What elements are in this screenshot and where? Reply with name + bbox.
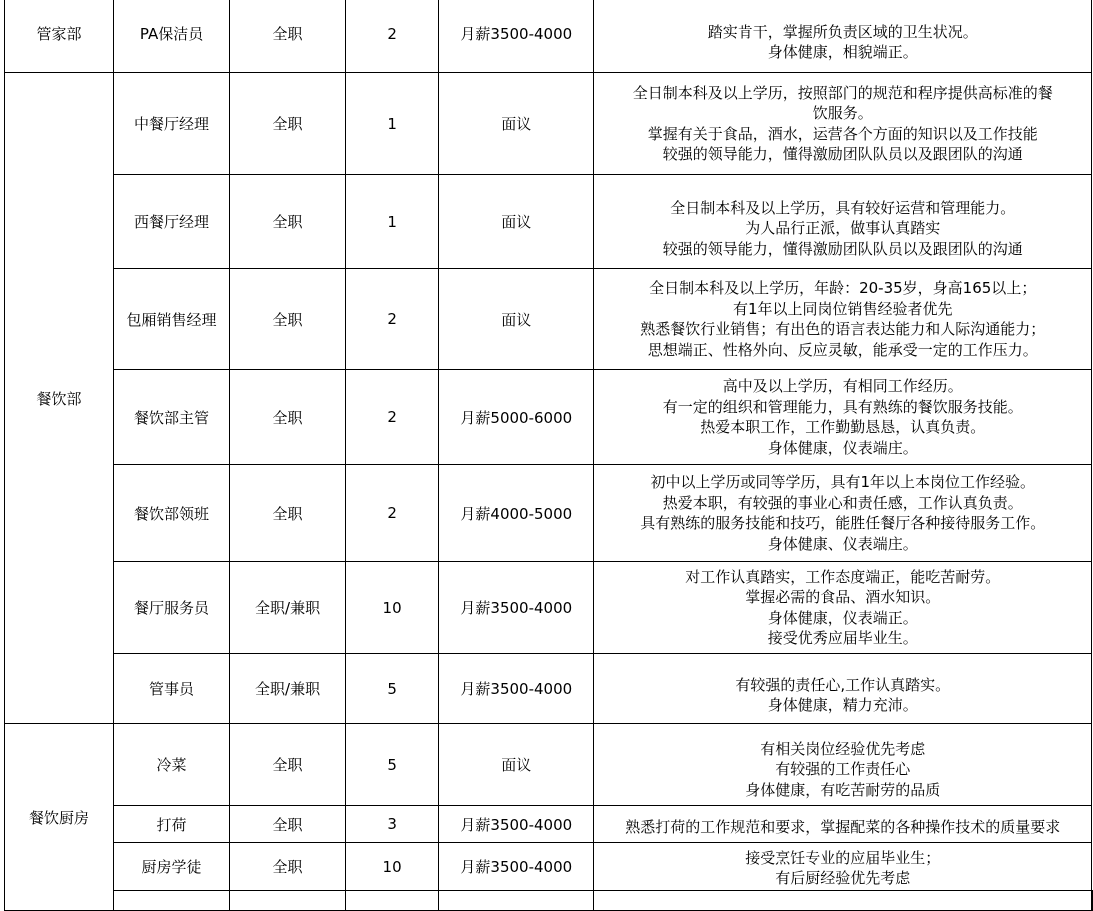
requirement-line: 身体健康，相貌端正。 bbox=[767, 43, 918, 61]
salary-cell: 月薪3500-4000 bbox=[439, 654, 594, 724]
requirement-line: 全日制本科及以上学历，具有较好运营和管理能力。 bbox=[670, 198, 1016, 217]
requirement-line: 热爱本职，有较强的事业心和责任感，工作认真负责。 bbox=[662, 493, 1023, 512]
table-row bbox=[5, 843, 1093, 891]
salary-cell: 面议 bbox=[439, 175, 594, 269]
salary-cell: 面议 bbox=[439, 269, 594, 370]
requirement-line: 有较强的工作责任心 bbox=[775, 760, 911, 779]
salary-cell: 月薪3500-4000 bbox=[439, 806, 594, 843]
requirement-line: 为人品行正派，做事认真踏实 bbox=[745, 219, 941, 238]
headcount-cell: 2 bbox=[346, 269, 439, 370]
requirements-cell bbox=[594, 843, 1092, 891]
table-row bbox=[5, 806, 1093, 843]
salary-cell: 月薪3500-4000 bbox=[439, 562, 594, 654]
salary-cell: 月薪5000-6000 bbox=[439, 370, 594, 465]
requirement-line: 对工作认真踏实，工作态度端正，能吃苦耐劳。 bbox=[685, 567, 1001, 586]
table-row bbox=[5, 465, 1093, 562]
requirement-line: 身体健康，仪表端正。 bbox=[767, 608, 918, 627]
requirement-line: 全日制本科及以上学历，年龄：20-35岁，身高165以上； bbox=[649, 279, 1037, 297]
employment-type-cell: 全职 bbox=[230, 465, 346, 562]
requirement-line: 有相关岗位经验优先考虑 bbox=[760, 739, 926, 758]
requirement-line: 身体健康，精力充沛。 bbox=[767, 696, 918, 714]
employment-type-cell: 全职 bbox=[230, 724, 346, 806]
headcount-cell: 3 bbox=[346, 806, 439, 843]
position-cell: 餐饮部领班 bbox=[114, 465, 230, 562]
requirement-line: 掌握必需的食品、酒水知识。 bbox=[745, 588, 941, 606]
requirement-line: 熟悉打荷的工作规范和要求，掌握配菜的各种操作技术的质量要求 bbox=[625, 818, 1061, 837]
salary-cell: 月薪3500-4000 bbox=[439, 843, 594, 891]
requirement-line: 较强的领导能力，懂得激励团队队员以及跟团队的沟通 bbox=[662, 145, 1023, 163]
position-cell: 西餐厅经理 bbox=[114, 175, 230, 269]
employment-type-cell: 全职 bbox=[230, 843, 346, 891]
position-cell: 管事员 bbox=[114, 654, 230, 724]
requirement-line: 踏实肯干，掌握所负责区域的卫生状况。 bbox=[707, 22, 978, 41]
job-table bbox=[4, 0, 1093, 911]
salary-cell: 面议 bbox=[439, 724, 594, 806]
requirements-cell bbox=[594, 724, 1092, 806]
requirements-cell bbox=[594, 175, 1092, 269]
requirement-line: 身体健康，有吃苦耐劳的品质 bbox=[745, 780, 941, 799]
requirements-cell bbox=[594, 370, 1092, 465]
department-cell: 管家部 bbox=[5, 0, 114, 73]
requirement-line: 掌握有关于食品，酒水，运营各个方面的知识以及工作技能 bbox=[647, 124, 1038, 143]
requirement-line: 有一定的组织和管理能力，具有熟练的餐饮服务技能。 bbox=[662, 397, 1023, 416]
table-row bbox=[5, 175, 1093, 269]
headcount-cell: 1 bbox=[346, 175, 439, 269]
table-row bbox=[5, 73, 1093, 175]
requirement-line: 接受优秀应届毕业生。 bbox=[767, 629, 918, 647]
requirement-line: 身体健康、仪表端庄。 bbox=[767, 534, 918, 553]
position-cell: 冷菜 bbox=[114, 724, 230, 806]
employment-type-cell: 全职 bbox=[230, 370, 346, 465]
employment-type-cell: 全职 bbox=[230, 73, 346, 175]
requirement-line: 接受烹饪专业的应届毕业生； bbox=[745, 848, 941, 867]
table-row bbox=[5, 724, 1093, 806]
requirement-line: 有较强的责任心,工作认真踏实。 bbox=[735, 675, 951, 694]
table-row bbox=[5, 562, 1093, 654]
headcount-cell: 5 bbox=[346, 654, 439, 724]
headcount-cell: 10 bbox=[346, 562, 439, 654]
employment-type-cell: 全职 bbox=[230, 175, 346, 269]
table-row bbox=[5, 654, 1093, 724]
employment-type-cell: 全职 bbox=[230, 806, 346, 843]
requirement-line: 思想端正、性格外向、反应灵敏，能承受一定的工作压力。 bbox=[647, 340, 1038, 359]
requirements-cell bbox=[594, 269, 1092, 370]
requirements-cell bbox=[594, 465, 1092, 562]
position-cell: 餐厅服务员 bbox=[114, 562, 230, 654]
requirement-line: 热爱本职工作，工作勤勤恳恳，认真负责。 bbox=[700, 418, 986, 436]
requirement-line: 有后厨经验优先考虑 bbox=[775, 869, 911, 887]
salary-cell: 月薪3500-4000 bbox=[439, 0, 594, 73]
position-cell: PA保洁员 bbox=[114, 0, 230, 73]
requirement-line: 身体健康，仪表端庄。 bbox=[767, 438, 918, 457]
table-row bbox=[5, 0, 1093, 73]
requirements-cell bbox=[594, 654, 1092, 724]
requirement-line: 饮服务。 bbox=[812, 104, 873, 122]
headcount-cell: 2 bbox=[346, 0, 439, 73]
position-cell: 餐饮部主管 bbox=[114, 370, 230, 465]
requirement-line: 初中以上学历或同等学历，具有1年以上本岗位工作经验。 bbox=[650, 473, 1035, 491]
table-row bbox=[5, 269, 1093, 370]
headcount-cell: 1 bbox=[346, 73, 439, 175]
headcount-cell: 2 bbox=[346, 370, 439, 465]
requirements-cell bbox=[594, 806, 1092, 843]
position-cell: 打荷 bbox=[114, 806, 230, 843]
position-cell: 中餐厅经理 bbox=[114, 73, 230, 175]
requirement-line: 较强的领导能力，懂得激励团队队员以及跟团队的沟通 bbox=[662, 239, 1023, 258]
table-row bbox=[5, 370, 1093, 465]
requirement-line: 有1年以上同岗位销售经验者优先 bbox=[732, 299, 953, 318]
requirements-cell bbox=[594, 73, 1092, 175]
requirements-cell bbox=[594, 0, 1092, 73]
requirement-line: 高中及以上学历，有相同工作经历。 bbox=[722, 377, 963, 395]
headcount-cell: 2 bbox=[346, 465, 439, 562]
department-cell: 餐饮厨房 bbox=[5, 724, 114, 911]
requirement-line: 全日制本科及以上学历，按照部门的规范和程序提供高标准的餐 bbox=[632, 83, 1053, 102]
requirement-line: 熟悉餐饮行业销售；有出色的语言表达能力和人际沟通能力； bbox=[640, 320, 1046, 338]
employment-type-cell: 全职 bbox=[230, 0, 346, 73]
headcount-cell: 5 bbox=[346, 724, 439, 806]
employment-type-cell: 全职/兼职 bbox=[230, 654, 346, 724]
position-cell: 包厢销售经理 bbox=[114, 269, 230, 370]
salary-cell: 月薪4000-5000 bbox=[439, 465, 594, 562]
employment-type-cell: 全职/兼职 bbox=[230, 562, 346, 654]
employment-type-cell: 全职 bbox=[230, 269, 346, 370]
department-cell: 餐饮部 bbox=[5, 73, 114, 724]
salary-cell: 面议 bbox=[439, 73, 594, 175]
headcount-cell: 10 bbox=[346, 843, 439, 891]
position-cell: 厨房学徒 bbox=[114, 843, 230, 891]
requirements-cell bbox=[594, 562, 1092, 654]
requirement-line: 具有熟练的服务技能和技巧，能胜任餐厅各种接待服务工作。 bbox=[640, 514, 1046, 532]
